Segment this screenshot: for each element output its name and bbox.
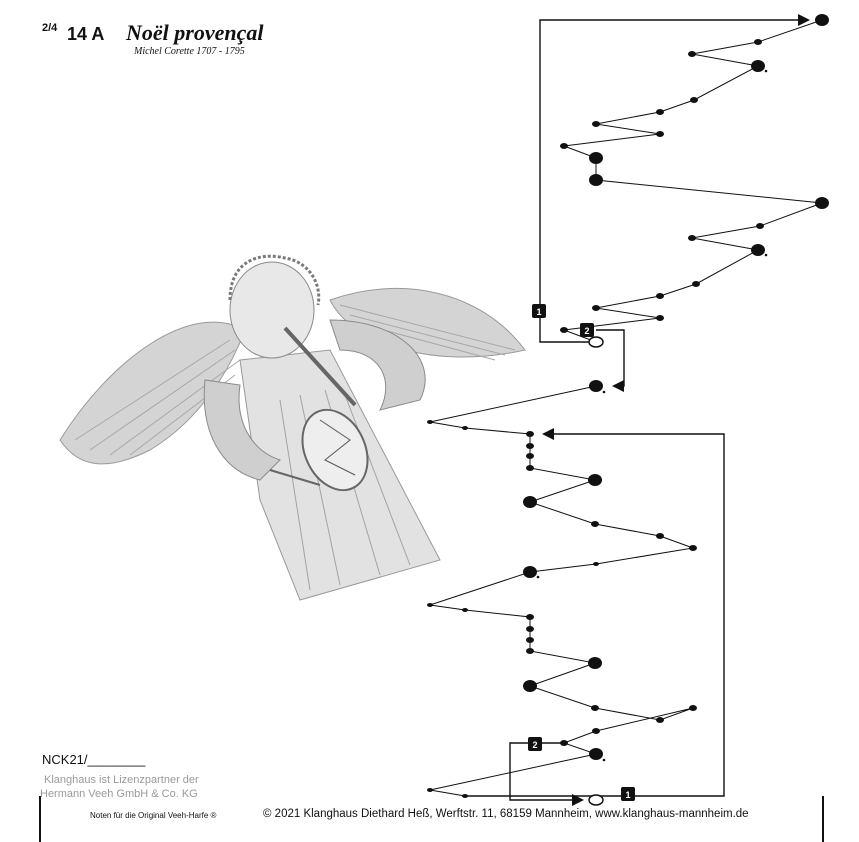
note-dot	[589, 152, 603, 164]
note-dot	[560, 327, 568, 333]
note-dot	[589, 748, 603, 760]
note-dot	[588, 474, 602, 486]
note-dot	[593, 562, 599, 566]
angel-illustration	[60, 256, 525, 600]
note-dot	[523, 566, 537, 578]
marker-box-repeat-1	[532, 304, 546, 318]
dot-mark	[603, 391, 606, 394]
composer-line: Michel Corette 1707 - 1795	[134, 46, 245, 57]
note-dot	[526, 626, 534, 632]
arrow-head-middle	[542, 428, 554, 440]
dot-mark	[603, 759, 606, 762]
note-dot	[815, 14, 829, 26]
note-dot	[751, 60, 765, 72]
note-dot	[560, 740, 568, 746]
note-dot	[656, 131, 664, 137]
svg-text:2: 2	[584, 326, 590, 336]
dot-mark	[765, 70, 768, 73]
note-dot	[526, 614, 534, 620]
note-dot	[815, 197, 829, 209]
note-dot	[588, 657, 602, 669]
license-line-2: Hermann Veeh GmbH & Co. KG	[40, 788, 198, 800]
note-dot	[589, 380, 603, 392]
note-dot	[592, 728, 600, 734]
note-dot	[462, 608, 468, 612]
note-dot	[690, 97, 698, 103]
license-line-1: Klanghaus ist Lizenzpartner der	[44, 774, 199, 786]
svg-text:1: 1	[536, 307, 542, 317]
note-dot	[591, 705, 599, 711]
half-note-circle	[589, 795, 603, 805]
marker-box-repeat-2	[580, 323, 594, 337]
note-dot	[523, 680, 537, 692]
note-dot	[526, 431, 534, 437]
note-dot	[427, 603, 433, 607]
svg-text:1: 1	[625, 790, 631, 800]
note-dots	[427, 14, 829, 798]
copyright-line: © 2021 Klanghaus Diethard Heß, Werftstr. 11, 68159 Mannheim, www.klanghaus-mannheim.de	[263, 808, 749, 820]
svg-text:2: 2	[532, 740, 538, 750]
note-dot	[560, 143, 568, 149]
note-dot	[591, 521, 599, 527]
piece-number: 14 A	[67, 24, 105, 44]
note-dot	[462, 794, 468, 798]
dot-mark	[765, 254, 768, 257]
marker-box-end-2	[528, 737, 542, 751]
note-dot	[427, 420, 433, 424]
note-dot	[689, 545, 697, 551]
half-note-circle	[589, 337, 603, 347]
note-dot	[592, 121, 600, 127]
note-dot	[656, 533, 664, 539]
arrow-heads	[542, 14, 810, 806]
arrow-head-top	[798, 14, 810, 26]
note-dot	[592, 305, 600, 311]
marker-box-end-1	[621, 787, 635, 801]
note-dot	[462, 426, 468, 430]
note-dot	[526, 453, 534, 459]
note-dot	[656, 315, 664, 321]
melody-path	[430, 20, 822, 796]
note-dot	[589, 174, 603, 186]
note-dot	[526, 648, 534, 654]
note-dot	[756, 223, 764, 229]
note-dot	[688, 235, 696, 241]
arrow-head-return	[612, 380, 624, 392]
note-dot	[656, 293, 664, 299]
note-dot	[526, 465, 534, 471]
note-dot	[688, 51, 696, 57]
note-dot	[526, 637, 534, 643]
notes-for-harp-label: Noten für die Original Veeh-Harfe ®	[90, 811, 217, 820]
note-dot	[692, 281, 700, 287]
note-dot	[427, 788, 433, 792]
note-dot	[754, 39, 762, 45]
note-dot	[656, 717, 664, 723]
note-dot	[689, 705, 697, 711]
dot-mark	[537, 576, 540, 579]
time-signature: 2/4	[42, 22, 58, 34]
note-dot	[656, 109, 664, 115]
note-dot	[523, 496, 537, 508]
order-number-label: NCK21/________	[42, 752, 146, 767]
note-dot	[751, 244, 765, 256]
note-dot	[526, 443, 534, 449]
piece-title: Noël provençal	[126, 20, 264, 45]
